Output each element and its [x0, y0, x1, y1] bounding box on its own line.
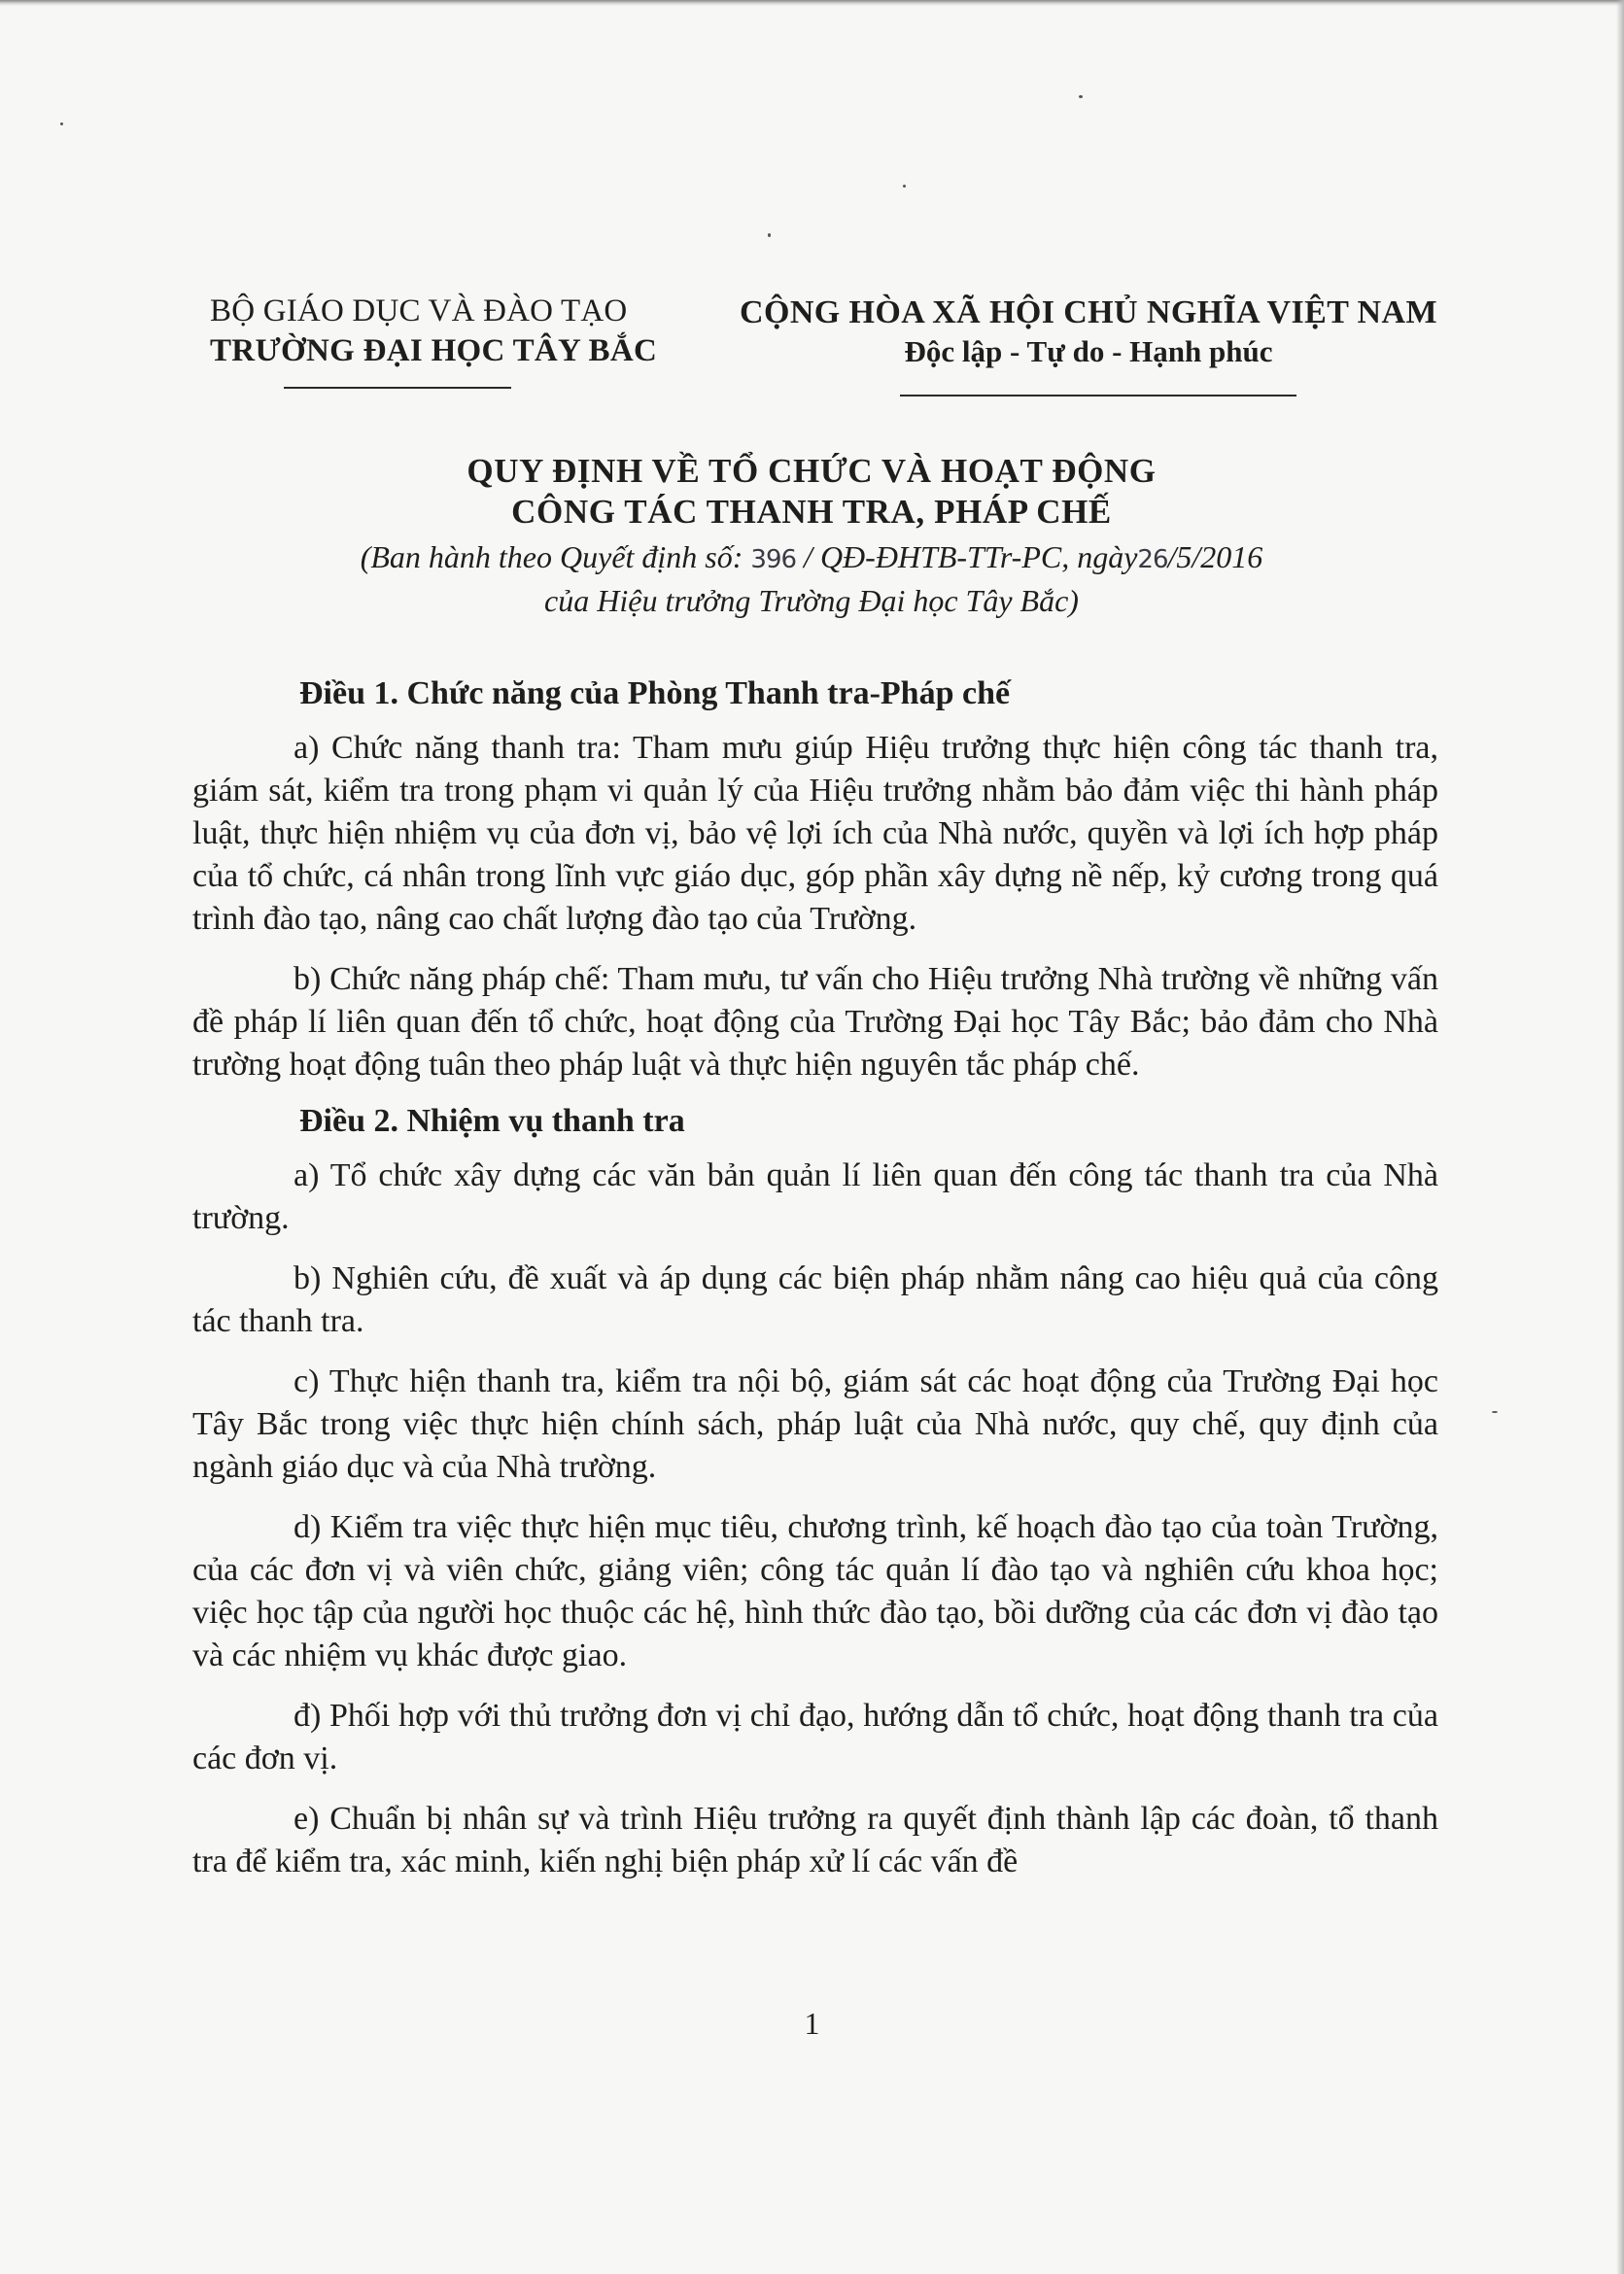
issuance-prefix: (Ban hành theo Quyết định số:	[360, 539, 743, 574]
page-number: 1	[804, 2006, 820, 2041]
scan-speck	[60, 122, 63, 125]
article-2-clause-c: c) Thực hiện thanh tra, kiểm tra nội bộ, giám sát các hoạt động của Trường Đại học Tây Bắc trong việc thực hiện chính sách, pháp luật của Nhà nước, quy chế, quy định của ngành giáo dục và của Nhà trường.	[192, 1363, 1438, 1485]
issuance-authority: của Hiệu trưởng Trường Đại học Tây Bắc)	[544, 583, 1079, 618]
handwritten-day: 26	[1137, 545, 1168, 574]
document-title	[165, 451, 1458, 621]
national-heading	[719, 293, 1458, 371]
ministry-name: BỘ GIÁO DỤC VÀ ĐÀO TẠO	[210, 293, 628, 328]
article-1-heading: Điều 1. Chức năng của Phòng Thanh tra-Pháp chế	[299, 675, 1011, 711]
title-line-2: CÔNG TÁC THANH TRA, PHÁP CHẾ	[511, 493, 1112, 531]
issuance-suffix: /5/2016	[1167, 539, 1263, 574]
article-2-clause-a: a) Tổ chức xây dựng các văn bản quản lí liên quan đến công tác thanh tra của Nhà trường.	[192, 1157, 1438, 1236]
issuance-middle: / QĐ-ĐHTB-TTr-PC, ngày	[804, 539, 1138, 574]
issuance-line	[165, 536, 1458, 580]
motto-underline	[900, 395, 1296, 396]
scan-speck	[1079, 95, 1083, 98]
handwritten-decision-number: 396	[750, 545, 797, 574]
article-2-clause-d: d) Kiểm tra việc thực hiện mục tiêu, chương trình, kế hoạch đào tạo của toàn Trường, của các đơn vị và viên chức, giảng viên; công tác quản lí đào tạo và nghiên cứu khoa học; việc học tập của người học thuộc các hệ, hình thức đào tạo, bồi dưỡng của các đơn vị đào tạo và các nhiệm vụ khác được giao.	[192, 1509, 1438, 1673]
article-2-clause-e: e) Chuẩn bị nhân sự và trình Hiệu trưởng ra quyết định thành lập các đoàn, tổ thanh tra để kiểm tra, xác minh, kiến nghị biện pháp xử lí các vấn đề	[192, 1801, 1438, 1879]
article-2-heading: Điều 2. Nhiệm vụ thanh tra	[299, 1103, 685, 1139]
scan-speck	[1492, 1411, 1498, 1413]
issuer-underline	[284, 387, 511, 389]
article-2-clause-b: b) Nghiên cứu, đề xuất và áp dụng các biện pháp nhằm nâng cao hiệu quả của công tác thanh tra.	[192, 1260, 1438, 1339]
article-1-clause-a: a) Chức năng thanh tra: Tham mưu giúp Hiệu trưởng thực hiện công tác thanh tra, giám sát, kiểm tra trong phạm vi quản lý của Hiệu trưởng nhằm bảo đảm việc thi hành pháp luật, thực hiện nhiệm vụ của đơn vị, bảo vệ lợi ích của Nhà nước, quyền và lợi ích hợp pháp của tổ chức, cá nhân trong lĩnh vực giáo dục, góp phần xây dựng nề nếp, kỷ cương trong quá trình đào tạo, nâng cao chất lượng đào tạo của Trường.	[192, 730, 1438, 937]
issuer-block	[210, 292, 696, 371]
scan-speck	[903, 185, 906, 188]
document-body	[192, 672, 1438, 1897]
title-line-1: QUY ĐỊNH VỀ TỔ CHỨC VÀ HOẠT ĐỘNG	[466, 452, 1157, 490]
national-motto: Độc lập - Tự do - Hạnh phúc	[904, 334, 1273, 368]
country-name: CỘNG HÒA XÃ HỘI CHỦ NGHĨA VIỆT NAM	[740, 294, 1437, 330]
article-2-clause-dd: đ) Phối hợp với thủ trưởng đơn vị chỉ đạo, hướng dẫn tổ chức, hoạt động thanh tra của các đơn vị.	[192, 1698, 1438, 1776]
scan-speck	[768, 233, 771, 237]
school-name: TRƯỜNG ĐẠI HỌC TÂY BẮC	[210, 333, 658, 368]
article-1-clause-b: b) Chức năng pháp chế: Tham mưu, tư vấn cho Hiệu trưởng Nhà trường về những vấn đề pháp lí liên quan đến tổ chức, hoạt động của Trường Đại học Tây Bắc; bảo đảm cho Nhà trường hoạt động tuân theo pháp luật và thực hiện nguyên tắc pháp chế.	[192, 961, 1438, 1083]
